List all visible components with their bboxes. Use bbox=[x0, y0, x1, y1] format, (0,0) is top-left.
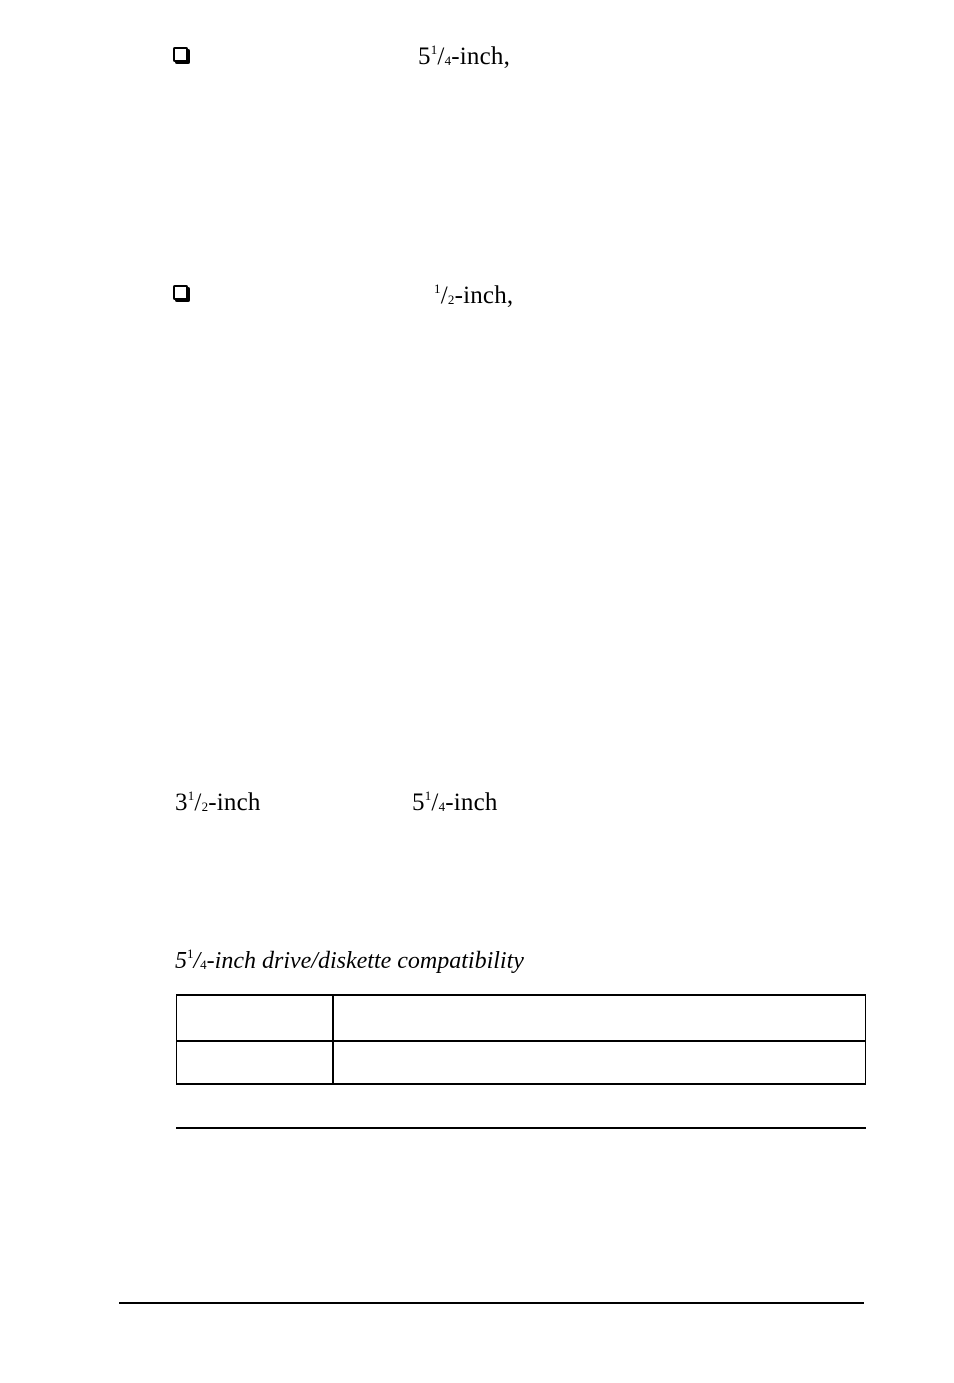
fragment-3-5-inch bbox=[175, 790, 261, 815]
caption-whole: 5 bbox=[175, 948, 187, 974]
bullet-2-numerator: 1 bbox=[434, 281, 441, 296]
fraction-slash: / bbox=[440, 282, 448, 309]
fragment-2-whole: 5 bbox=[412, 789, 425, 816]
fragment-1-numerator: 1 bbox=[187, 788, 195, 803]
fragment-5-25-inch bbox=[412, 790, 498, 815]
bullet-1-whole: 5 bbox=[418, 43, 431, 70]
bullet-2-denominator: 2 bbox=[447, 292, 455, 307]
compatibility-table bbox=[176, 994, 866, 1085]
fraction-slash: / bbox=[431, 789, 439, 816]
section-rule bbox=[176, 1127, 866, 1129]
fraction-slash: / bbox=[193, 948, 201, 974]
fragment-2-suffix: -inch bbox=[445, 789, 498, 816]
fragment-1-suffix: -inch bbox=[208, 789, 261, 816]
bullet-1-suffix: -inch, bbox=[451, 43, 511, 70]
footer-rule bbox=[119, 1302, 864, 1304]
caption-denominator: 4 bbox=[200, 957, 207, 972]
checkbox-bullet-2 bbox=[173, 285, 188, 300]
table-row-divider bbox=[177, 1040, 865, 1042]
caption-numerator: 1 bbox=[187, 946, 194, 961]
checkbox-bullet-1 bbox=[173, 47, 188, 62]
fragment-1-denominator: 2 bbox=[201, 799, 209, 814]
bullet-2-fragment bbox=[434, 283, 513, 308]
caption-suffix: -inch drive/diskette compatibility bbox=[206, 948, 524, 974]
bullet-2-suffix: -inch, bbox=[454, 282, 514, 309]
fraction-slash: / bbox=[194, 789, 202, 816]
fragment-2-denominator: 4 bbox=[438, 799, 446, 814]
bullet-1-denominator: 4 bbox=[444, 53, 452, 68]
bullet-1-numerator: 1 bbox=[430, 42, 438, 57]
fragment-2-numerator: 1 bbox=[424, 788, 432, 803]
fraction-slash: / bbox=[437, 43, 445, 70]
table-caption bbox=[175, 948, 524, 975]
fragment-1-whole: 3 bbox=[175, 789, 188, 816]
bullet-1-fragment bbox=[418, 44, 510, 69]
